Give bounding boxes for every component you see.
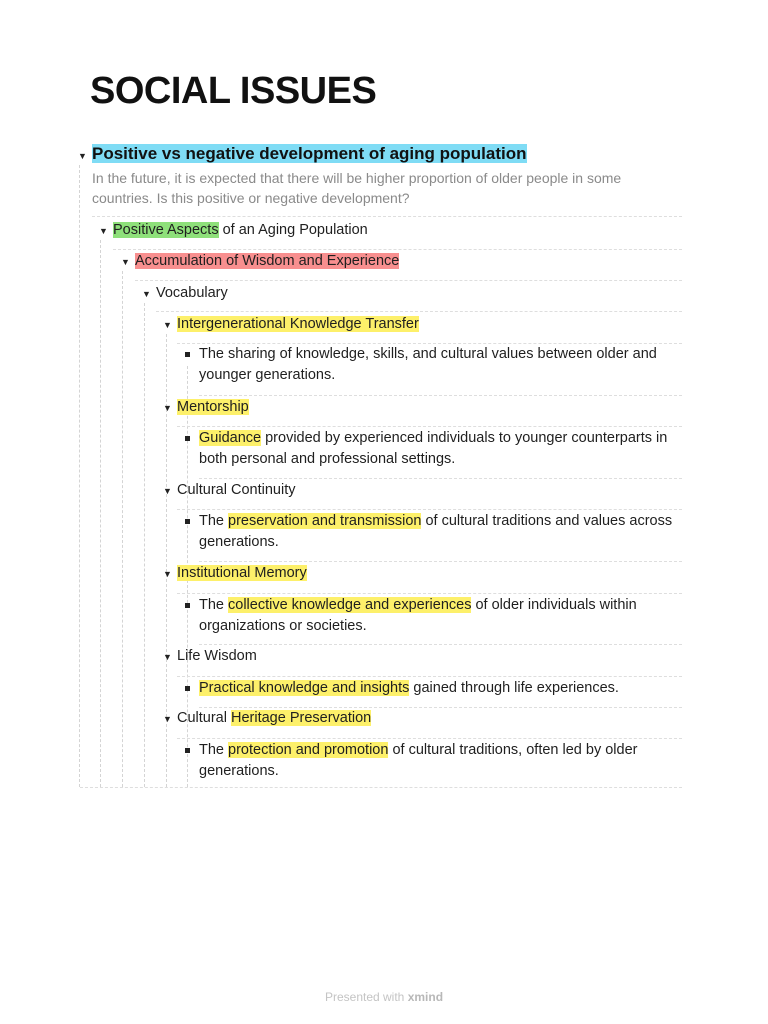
xmind-logo: xmind: [407, 990, 444, 1004]
term-definition: [199, 678, 689, 699]
collapse-triangle-icon[interactable]: ▼: [163, 569, 172, 579]
row-separator: [177, 509, 682, 510]
term-label: Intergenerational Knowledge Transfer: [177, 316, 419, 332]
term-label-prefix: Cultural: [177, 710, 231, 726]
collapse-triangle-icon[interactable]: ▼: [142, 289, 151, 299]
bullet-icon: [185, 686, 190, 691]
definition-prefix: The: [199, 742, 229, 758]
row-separator: [199, 478, 682, 479]
term-life-wisdom[interactable]: [163, 646, 257, 666]
definition-text: of cultural traditions, often led by older generations.: [199, 742, 638, 779]
definition-highlight: protection and promotion: [228, 742, 389, 758]
guide-line: [100, 240, 101, 787]
bullet-icon: [185, 436, 190, 441]
definition-highlight: Guidance: [199, 430, 262, 446]
row-separator: [92, 216, 682, 217]
term-label: Life Wisdom: [177, 648, 257, 664]
accumulation-label: Accumulation of Wisdom and Experience: [135, 253, 400, 269]
term-cultural-heritage[interactable]: [163, 708, 372, 728]
definition-text: provided by experienced individuals to younger counterparts in both personal and professional settings.: [199, 430, 668, 467]
row-separator: [199, 644, 682, 645]
definition-text: The sharing of knowledge, skills, and cultural values between older and younger generations.: [199, 346, 657, 383]
collapse-triangle-icon[interactable]: ▼: [163, 714, 172, 724]
main-topic-label: Positive vs negative development of aging population: [92, 144, 527, 163]
footer-prefix: Presented with: [324, 990, 408, 1004]
term-definition: [199, 344, 689, 386]
row-separator: [199, 395, 682, 396]
collapse-triangle-icon[interactable]: ▼: [163, 652, 172, 662]
collapse-triangle-icon[interactable]: ▼: [163, 403, 172, 413]
collapse-triangle-icon[interactable]: ▼: [78, 151, 87, 161]
row-separator: [113, 249, 682, 250]
bullet-icon: [185, 352, 190, 357]
row-separator: [135, 280, 682, 281]
term-definition: [199, 595, 689, 637]
term-intergenerational[interactable]: [163, 314, 419, 334]
term-mentorship[interactable]: [163, 397, 249, 417]
row-separator: [177, 738, 682, 739]
collapse-triangle-icon[interactable]: ▼: [121, 257, 130, 267]
term-label: Heritage Preservation: [231, 710, 372, 726]
collapse-triangle-icon[interactable]: ▼: [163, 320, 172, 330]
guide-line: [79, 165, 80, 787]
term-definition: [199, 740, 689, 782]
bullet-icon: [185, 748, 190, 753]
definition-highlight: collective knowledge and experiences: [228, 597, 472, 613]
term-definition: [199, 511, 689, 553]
term-definition: [199, 428, 689, 470]
topic-accumulation[interactable]: [121, 251, 400, 271]
term-label: Institutional Memory: [177, 565, 307, 581]
bullet-icon: [185, 603, 190, 608]
definition-prefix: The: [199, 513, 229, 529]
row-separator: [156, 311, 682, 312]
topic-positive-aspects[interactable]: [99, 220, 368, 240]
footer-branding: [0, 990, 768, 1004]
bullet-icon: [185, 519, 190, 524]
definition-text: gained through life experiences.: [409, 680, 619, 696]
row-separator: [177, 676, 682, 677]
collapse-triangle-icon[interactable]: ▼: [163, 486, 172, 496]
main-topic-description: In the future, it is expected that there will be higher proportion of older people in some countries. Is this positive or negative development?: [92, 170, 622, 206]
term-institutional-memory[interactable]: [163, 563, 307, 583]
row-separator: [177, 593, 682, 594]
topic-vocabulary[interactable]: [142, 283, 228, 303]
definition-highlight: Practical knowledge and insights: [199, 680, 410, 696]
definition-text: of older individuals within organizations or societies.: [199, 597, 637, 634]
definition-text: of cultural traditions and values across generations.: [199, 513, 673, 550]
main-topic[interactable]: [78, 144, 527, 164]
term-label: Mentorship: [177, 399, 249, 415]
row-separator: [80, 787, 682, 788]
collapse-triangle-icon[interactable]: ▼: [99, 226, 108, 236]
page-title: SOCIAL ISSUES: [90, 70, 377, 112]
positive-aspects-rest: of an Aging Population: [218, 222, 368, 238]
guide-line: [144, 303, 145, 787]
positive-aspects-highlight: Positive Aspects: [113, 222, 219, 238]
row-separator: [177, 426, 682, 427]
term-cultural-continuity[interactable]: [163, 480, 296, 500]
term-label: Cultural Continuity: [177, 482, 296, 498]
guide-line: [122, 271, 123, 787]
definition-prefix: The: [199, 597, 229, 613]
definition-highlight: preservation and transmission: [228, 513, 422, 529]
row-separator: [199, 561, 682, 562]
vocabulary-label: Vocabulary: [156, 285, 228, 301]
